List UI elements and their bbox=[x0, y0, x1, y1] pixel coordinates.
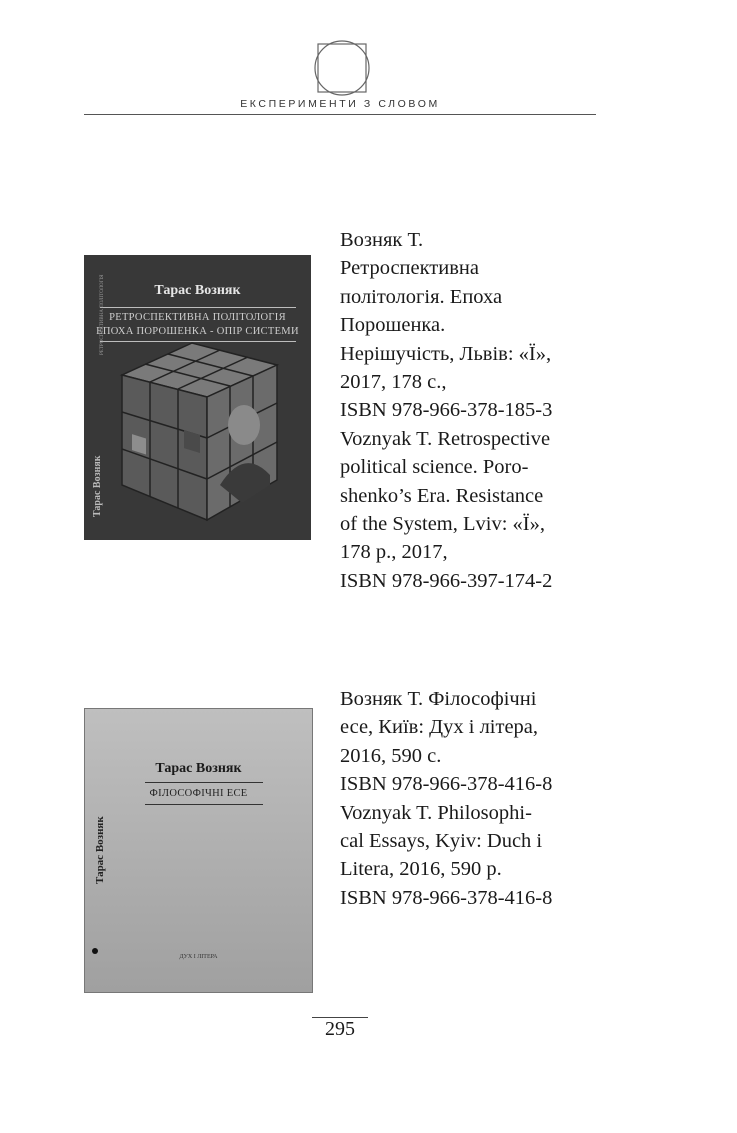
cover-title-line-1: РЕТРОСПЕКТИВНА ПОЛІТОЛОГІЯ bbox=[109, 312, 286, 323]
cover-publisher: ДУХ І ЛІТЕРА bbox=[179, 954, 218, 960]
cover-title: ФІЛОСОФІЧНІ ЕСЕ bbox=[149, 788, 248, 799]
entry-line: Нерішучість, Львів: «Ї», bbox=[340, 342, 552, 365]
cover-rule-top bbox=[145, 782, 263, 783]
entry-line: shenko’s Era. Resistance bbox=[340, 484, 544, 507]
book-entry-retrospective-politology bbox=[340, 226, 602, 595]
entry-line: есе, Київ: Дух і літера, bbox=[340, 716, 539, 739]
cover-spine-author: Тарас Возняк bbox=[94, 816, 106, 884]
header-rule bbox=[84, 114, 596, 115]
cover-spine-author: Тарас Возняк bbox=[92, 455, 103, 517]
rubik-cube-collage-icon bbox=[102, 335, 297, 530]
entry-line: ISBN 978-966-378-416-8 bbox=[340, 886, 553, 909]
entry-line: Возняк Т. bbox=[340, 229, 424, 251]
entry-line: Возняк Т. Філософічні bbox=[340, 688, 537, 710]
entry-line: political science. Poro- bbox=[340, 456, 529, 479]
entry-line: 2016, 590 с. bbox=[340, 744, 442, 767]
book-cover-philosophical-essays bbox=[84, 708, 313, 993]
running-head: ЕКСПЕРИМЕНТИ З СЛОВОМ bbox=[240, 98, 440, 110]
cover-spine-title: РЕТРОСПЕКТИВНА ПОЛІТОЛОГІЯ bbox=[100, 274, 105, 355]
entry-line: Litera, 2016, 590 p. bbox=[340, 858, 502, 881]
entry-line: ISBN 978-966-378-416-8 bbox=[340, 773, 553, 796]
book-cover-retrospective-politology bbox=[84, 255, 311, 540]
entry-line: Voznyak T. Retrospective bbox=[340, 427, 551, 450]
cover-title-line-2: ЕПОХА ПОРОШЕНКА - ОПІР СИСТЕМИ bbox=[96, 326, 299, 337]
cover-rule-top bbox=[100, 307, 296, 308]
entry-line: Voznyak T. Philosophi- bbox=[340, 801, 532, 824]
page-number: 295 bbox=[312, 1017, 368, 1040]
circle-square-logo-icon bbox=[312, 38, 372, 98]
entry-line: Порошенка. bbox=[340, 314, 446, 337]
cover-author: Тарас Возняк bbox=[155, 761, 242, 776]
entry-line: cal Essays, Kyiv: Duch i bbox=[340, 830, 543, 853]
entry-line: ISBN 978-966-378-185-3 bbox=[340, 399, 553, 422]
entry-line: 2017, 178 с., bbox=[340, 371, 447, 394]
cover-rule-bottom bbox=[145, 804, 263, 805]
cover-author: Тарас Возняк bbox=[154, 283, 241, 298]
entry-line: of the System, Lviv: «Ї», bbox=[340, 513, 545, 536]
book-entry-philosophical-essays bbox=[340, 685, 602, 912]
entry-line: ISBN 978-966-397-174-2 bbox=[340, 569, 553, 592]
entry-line: політологія. Епоха bbox=[340, 285, 503, 308]
entry-line: 178 p., 2017, bbox=[340, 541, 448, 564]
entry-line: Ретроспективна bbox=[340, 257, 479, 280]
